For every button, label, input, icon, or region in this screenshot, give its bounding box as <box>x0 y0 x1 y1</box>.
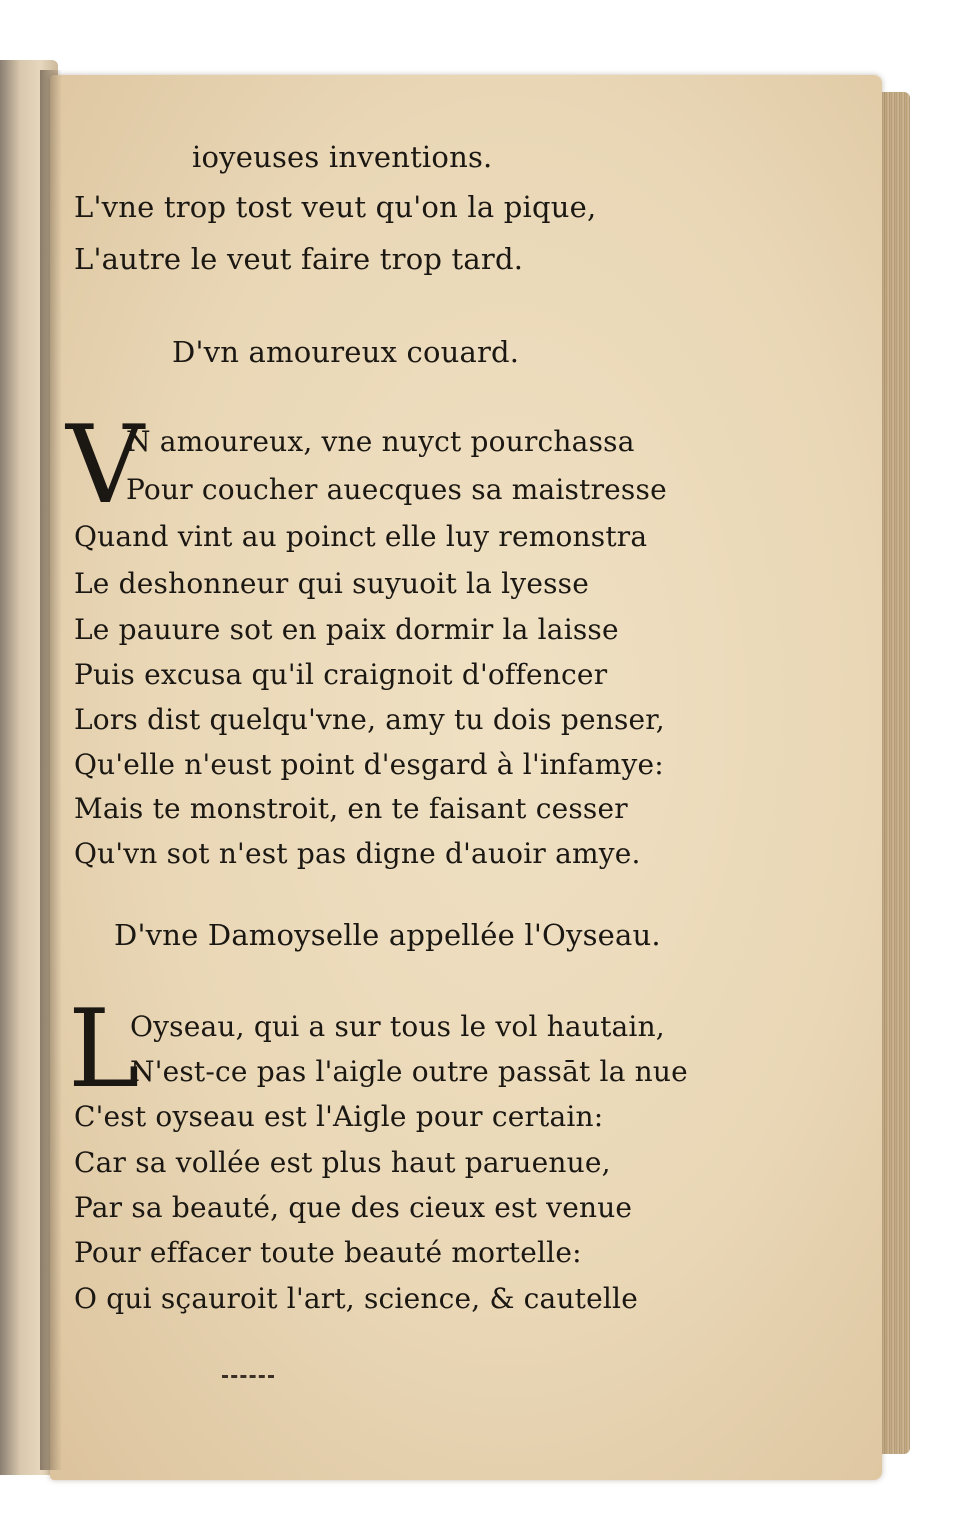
poem1-line: Quand vint au poinct elle luy remonstra <box>74 520 648 553</box>
poem2-line: O qui sçauroit l'art, science, & cautelle <box>74 1282 638 1315</box>
poem1-line: Le pauure sot en paix dormir la laisse <box>74 613 619 646</box>
poem2-title: D'vne Damoyselle appellée l'Oyseau. <box>114 918 661 952</box>
poem1-line: Puis excusa qu'il craignoit d'offencer <box>74 658 608 691</box>
intro-line: L'autre le veut faire trop tard. <box>74 242 524 276</box>
running-head: ioyeuses inventions. <box>192 140 493 174</box>
poem2-line: Par sa beauté, que des cieux est venue <box>74 1191 633 1224</box>
poem1-line: Qu'vn sot n'est pas digne d'auoir amye. <box>74 837 641 870</box>
poem2-line: C'est oyseau est l'Aigle pour certain: <box>74 1100 604 1133</box>
poem1-line: Qu'elle n'eust point d'esgard à l'infamye: <box>74 748 664 781</box>
poem1-line: Lors dist quelqu'vne, amy tu dois penser, <box>74 703 665 736</box>
poem1-line: Mais te monstroit, en te faisant cesser <box>74 792 628 825</box>
poem1-line: Pour coucher auecques sa maistresse <box>126 473 667 506</box>
poem1-line: Le deshonneur qui suyuoit la lyesse <box>74 567 590 600</box>
poem2-line: Pour effacer toute beauté mortelle: <box>74 1236 582 1269</box>
poem1-line: N amoureux, vne nuyct pourchassa <box>126 425 635 458</box>
poem2-line: Oyseau, qui a sur tous le vol hautain, <box>130 1010 665 1043</box>
poem2-line: Car sa vollée est plus haut paruenue, <box>74 1146 611 1179</box>
poem1-dropcap: V <box>66 403 144 528</box>
catchword-mark <box>222 1375 274 1381</box>
intro-line: L'vne trop tost veut qu'on la pique, <box>74 190 597 224</box>
spine-shadow <box>40 70 62 1470</box>
poem2-dropcap: L <box>68 987 140 1112</box>
poem1-title: D'vn amoureux couard. <box>172 335 520 369</box>
poem2-line: N'est-ce pas l'aigle outre passāt la nue <box>130 1055 688 1088</box>
